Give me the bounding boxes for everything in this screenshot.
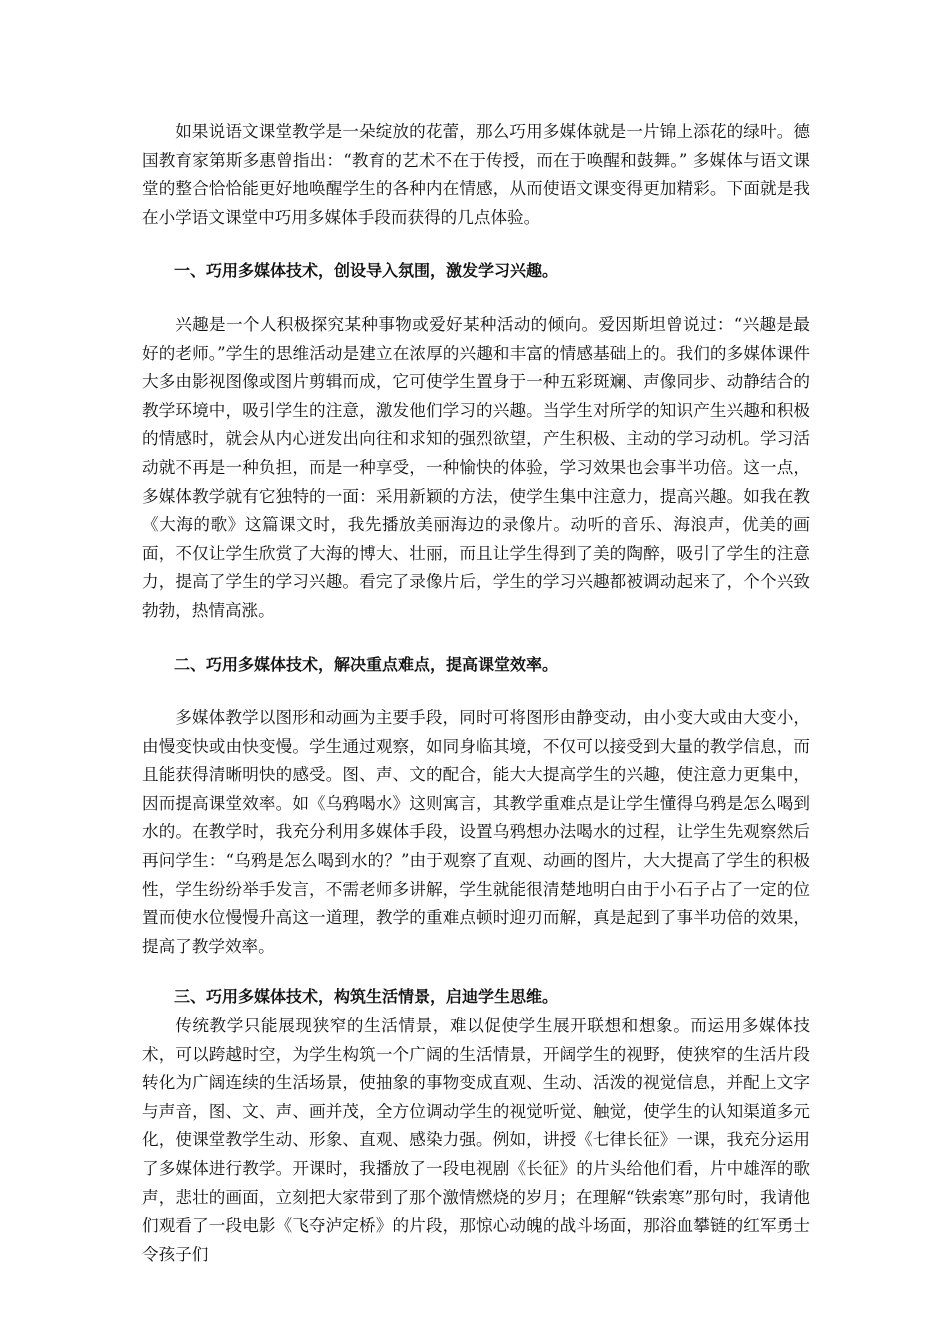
spacer: [142, 626, 810, 651]
section-3-heading: 三、巧用多媒体技术，构筑生活情景，启迪学生思维。: [174, 987, 559, 1007]
intro-paragraph: 如果说语文课堂教学是一朵绽放的花蕾，那么巧用多媒体就是一片锦上添花的绿叶。德国教育家第斯多惠曾指出：“教育的艺术不在于传授，而在于唤醒和鼓舞。” 多媒体与语文课堂的整合恰恰能更好地唤醒学生的各种内在情感，从而使语文课变得更加精彩。下面就是我在小学语文课堂中巧用多媒体手段而获得的几点体验。: [142, 122, 810, 227]
spacer: [142, 232, 810, 257]
section-2-heading: 二、巧用多媒体技术，解决重点难点，提高课堂效率。: [174, 654, 559, 674]
spacer: [142, 679, 810, 704]
section-1-heading: 一、巧用多媒体技术，创设导入氛围，激发学习兴趣。: [174, 261, 559, 281]
spacer: [142, 961, 810, 983]
section-1-body: 兴趣是一个人积极探究某种事物或爱好某种活动的倾向。爱因斯坦曾说过：“兴趣是最好的老师。”学生的思维活动是建立在浓厚的兴趣和丰富的情感基础上的。我们的多媒体课件大多由影视图像或图片剪辑而成，它可使学生置身于一种五彩斑斓、声像同步、动静结合的教学环境中，吸引学生的注意，激发他们学习的兴趣。当学生对所学的知识产生兴趣和积极的情感时，就会从内心迸发出向往和求知的强烈欲望，产生积极、主动的学习动机。学习活动就不再是一种负担，而是一种享受，一种愉快的体验，学习效果也会事半功倍。这一点，多媒体教学就有它独特的一面：采用新颖的方法，使学生集中注意力，提高兴趣。如我在教《大海的歌》这篇课文时，我先播放美丽海边的录像片。动听的音乐、海浪声，优美的画面，不仅让学生欣赏了大海的博大、壮丽，而且让学生得到了美的陶醉，吸引了学生的注意力，提高了学生的学习兴趣。看完了录像片后，学生的学习兴趣都被调动起来了，个个兴致勃勃，热情高涨。: [142, 314, 810, 620]
document-page: [142, 118, 810, 1269]
section-2-body: 多媒体教学以图形和动画为主要手段，同时可将图形由静变动，由小变大或由大变小，由慢变快或由快变慢。学生通过观察，如同身临其境，不仅可以接受到大量的教学信息，而且能获得清晰明快的感受。图、声、文的配合，能大大提高学生的兴趣，使注意力更集中，因而提高课堂效率。如《乌鸦喝水》这则寓言，其教学重难点是让学生懂得乌鸦是怎么喝到水的。在教学时，我充分利用多媒体手段，设置乌鸦想办法喝水的过程，让学生先观察然后再问学生：“乌鸦是怎么喝到水的？”由于观察了直观、动画的图片，大大提高了学生的积极性，学生纷纷举手发言，不需老师多讲解，学生就能很清楚地明白由于小石子占了一定的位置而使水位慢慢升高这一道理，教学的重难点顿时迎刃而解，真是起到了事半功倍的效果，提高了教学效率。: [142, 708, 810, 956]
spacer: [142, 286, 810, 311]
section-3-body: 传统教学只能展现狭窄的生活情景，难以促使学生展开联想和想象。而运用多媒体技术，可以跨越时空，为学生构筑一个广阔的生活情景，开阔学生的视野，使狭窄的生活片段转化为广阔连续的生活场景，使抽象的事物变成直观、生动、活泼的视觉信息，并配上文字与声音，图、文、声、画并茂，全方位调动学生的视觉听觉、触觉，使学生的认知渠道多元化，使课堂教学生动、形象、直观、感染力强。例如，讲授《七律长征》一课，我充分运用了多媒体进行教学。开课时，我播放了一段电视剧《长征》的片头给他们看，片中雄浑的歌声，悲壮的画面，立刻把大家带到了那个激情燃烧的岁月；在理解“铁索寒”那句时，我请他们观看了一段电影《飞夺泸定桥》的片段，那惊心动魄的战斗场面，那浴血攀链的红军勇士令孩子们: [142, 1016, 810, 1264]
